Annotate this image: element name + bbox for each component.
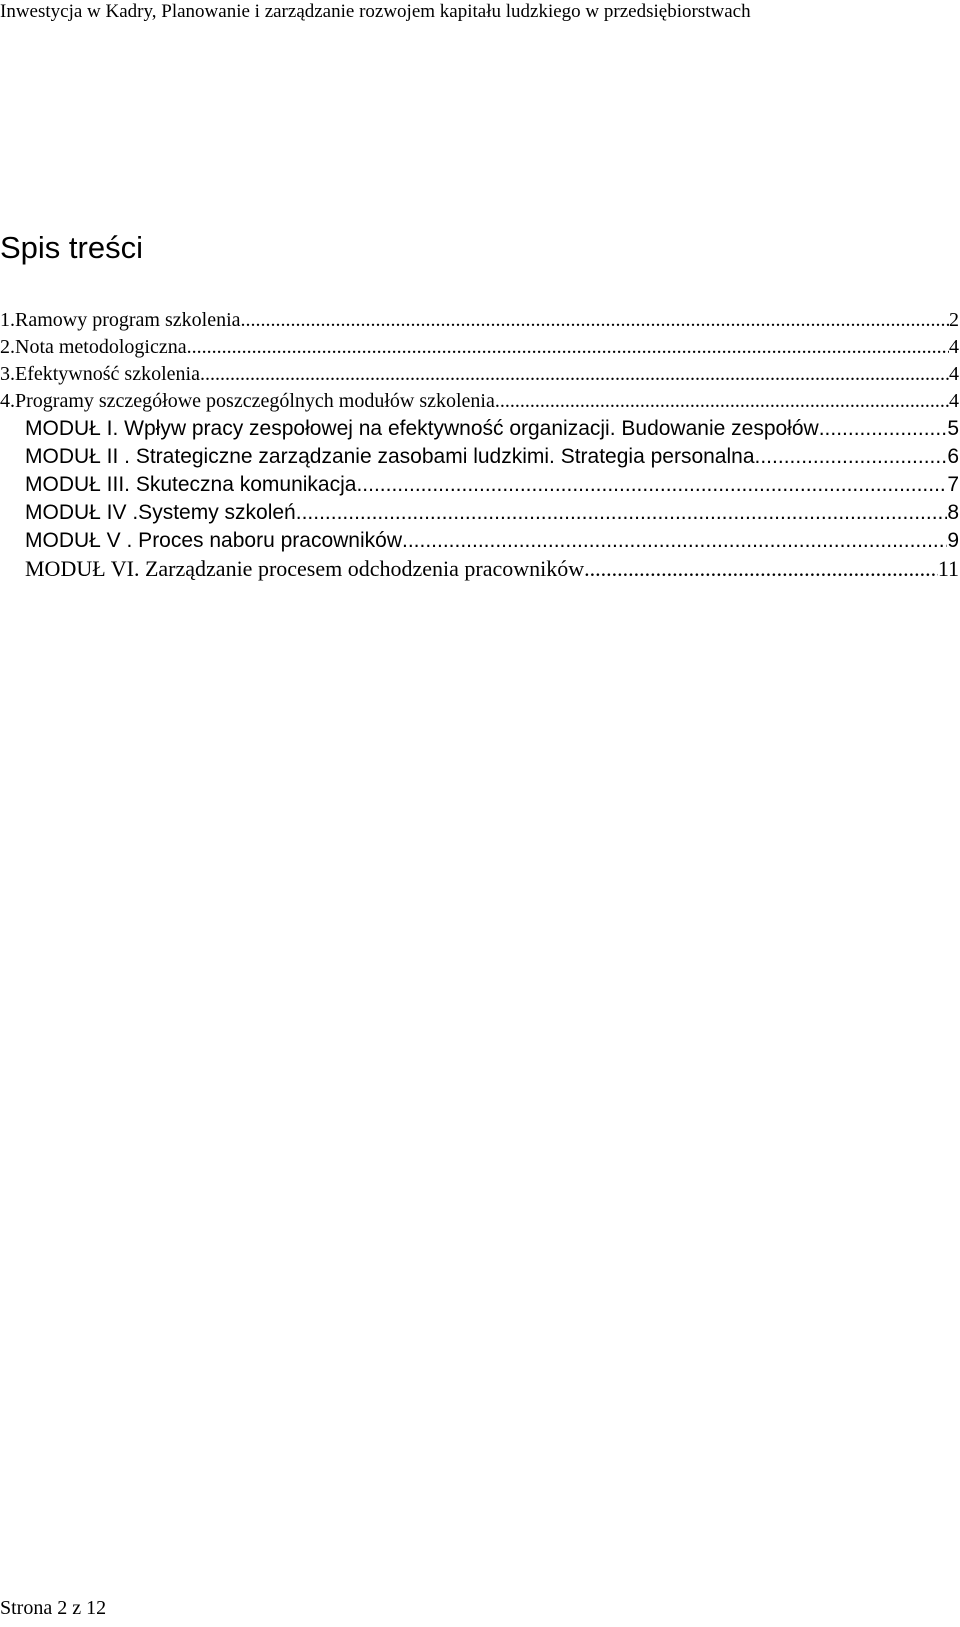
toc-entry-text: 4.Programy szczegółowe poszczególnych modułów szkolenia — [0, 390, 495, 412]
toc-leader-dots — [755, 443, 948, 471]
toc-entry-modul-2[interactable] — [0, 443, 960, 471]
toc-entry-text: MODUŁ VI. Zarządzanie procesem odchodzenia pracowników — [25, 556, 585, 581]
toc-leader-dots — [241, 307, 950, 334]
page-number-footer: Strona 2 z 12 — [0, 1597, 107, 1619]
table-of-contents — [0, 307, 960, 583]
toc-entry-page: 4 — [949, 363, 959, 385]
toc-leader-dots — [356, 471, 947, 499]
toc-entry-text: MODUŁ IV .Systemy szkoleń — [25, 501, 296, 524]
toc-entry-page: 7 — [947, 473, 959, 496]
toc-entry-modul-1[interactable] — [0, 415, 960, 443]
toc-entry-text: 1.Ramowy program szkolenia — [0, 309, 241, 331]
toc-entry-modul-4[interactable] — [0, 499, 960, 527]
toc-entry-page: 9 — [947, 529, 959, 552]
toc-entry-page: 8 — [947, 501, 959, 524]
toc-leader-dots — [819, 415, 948, 443]
toc-entry-page: 4 — [949, 390, 959, 412]
toc-entry-page: 2 — [949, 309, 959, 331]
toc-entry-text: MODUŁ II . Strategiczne zarządzanie zasobami ludzkimi. Strategia personalna — [25, 445, 755, 468]
running-header: Inwestycja w Kadry, Planowanie i zarządzanie rozwojem kapitału ludzkiego w przedsiębiorstwach — [0, 1, 751, 22]
toc-entry-text: MODUŁ I. Wpływ pracy zespołowej na efektywność organizacji. Budowanie zespołów — [25, 417, 819, 440]
toc-entry-modul-5[interactable] — [0, 527, 960, 555]
toc-leader-dots — [402, 527, 947, 555]
toc-entry-nota-metodologiczna[interactable] — [0, 334, 960, 361]
toc-entry-ramowy-program[interactable] — [0, 307, 960, 334]
toc-entry-page: 11 — [937, 556, 959, 581]
toc-entry-text: MODUŁ III. Skuteczna komunikacja — [25, 473, 357, 496]
toc-entry-programy-szczegolowe[interactable] — [0, 388, 960, 415]
toc-entry-modul-6[interactable] — [0, 555, 960, 583]
toc-leader-dots — [584, 555, 938, 583]
toc-leader-dots — [495, 388, 949, 415]
toc-entry-text: 2.Nota metodologiczna — [0, 336, 187, 358]
toc-entry-modul-3[interactable] — [0, 471, 960, 499]
toc-entry-page: 6 — [947, 445, 959, 468]
toc-leader-dots — [200, 361, 949, 388]
toc-entry-page: 5 — [947, 417, 959, 440]
toc-leader-dots — [187, 334, 949, 361]
toc-entry-text: MODUŁ V . Proces naboru pracowników — [25, 529, 402, 552]
toc-entry-page: 4 — [949, 336, 959, 358]
toc-title: Spis treści — [0, 230, 143, 265]
toc-leader-dots — [296, 499, 948, 527]
toc-entry-efektywnosc-szkolenia[interactable] — [0, 361, 960, 388]
toc-entry-text: 3.Efektywność szkolenia — [0, 363, 200, 385]
